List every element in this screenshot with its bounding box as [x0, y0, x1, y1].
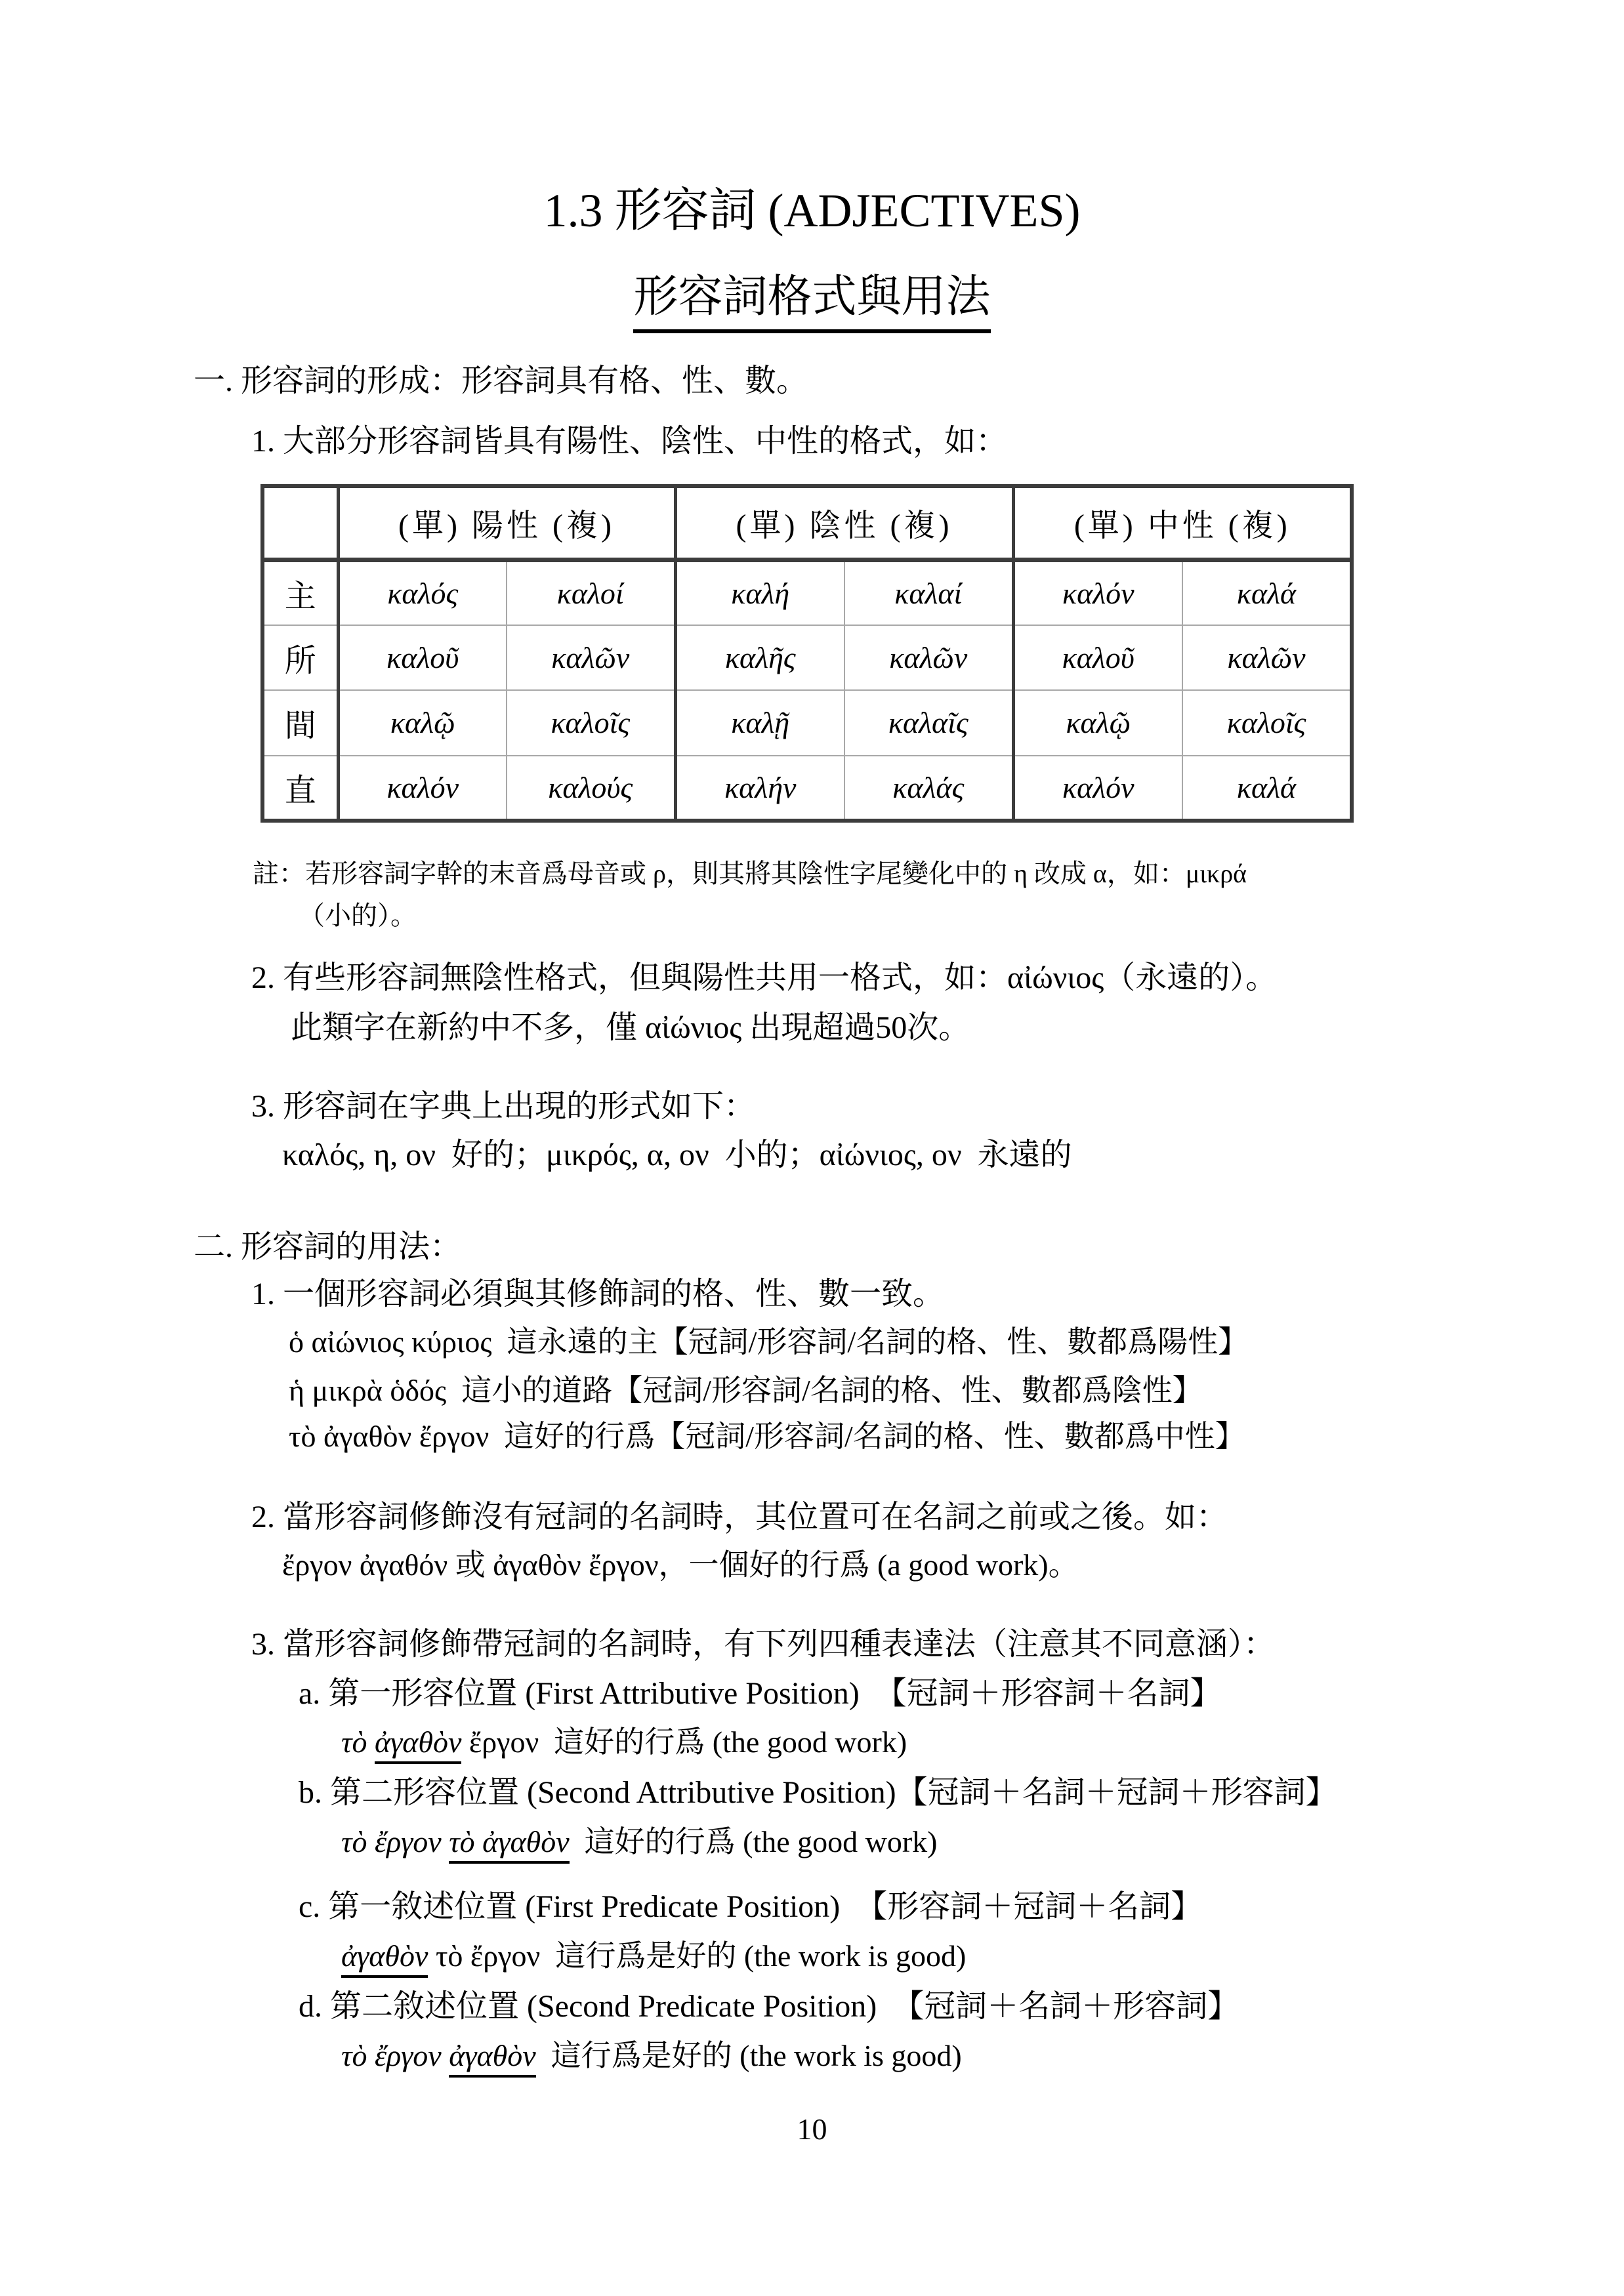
table-cell: καλόν: [1013, 756, 1182, 821]
page-subtitle: [0, 270, 1624, 333]
table-corner-cell: [262, 486, 338, 560]
table-cell: καλοῖς: [1182, 690, 1352, 756]
row-label: 主: [262, 560, 338, 625]
position-c-example: [341, 1938, 966, 1978]
table-cell: καλάς: [844, 756, 1013, 821]
greek-text: τὸ ἔργον: [341, 2039, 449, 2072]
section2-item1: 1. 一個形容詞必須與其修飾詞的格、性、數一致。: [251, 1277, 945, 1311]
position-b-example: [341, 1824, 938, 1864]
table-row: [262, 625, 1352, 691]
section2-item3: 3. 當形容詞修飾帶冠詞的名詞時，有下列四種表達法（注意其不同意涵）：: [251, 1627, 1276, 1662]
section1-heading: 一. 形容詞的形成：形容詞具有格、性、數。: [194, 363, 808, 398]
table-row: [262, 756, 1352, 821]
declension-table: [260, 484, 1354, 823]
position-d-heading: d. 第二敘述位置 (Second Predicate Position) 【冠詞＋名詞＋形容詞】: [299, 1989, 1239, 2024]
table-cell: καλούς: [507, 756, 675, 821]
section1-item3-line1: 3. 形容詞在字典上出現的形式如下：: [251, 1089, 756, 1124]
section2-item1-example1: ὁ αἰώνιος κύριος 這永遠的主【冠詞/形容詞/名詞的格、性、數都爲陽性】: [289, 1325, 1249, 1359]
position-b-heading: b. 第二形容位置 (Second Attributive Position)【冠詞＋名詞＋冠詞＋形容詞】: [299, 1775, 1337, 1810]
table-cell: καλή: [675, 560, 844, 625]
table-note-line2: （小的）。: [299, 901, 417, 930]
table-cell: καλῶν: [1182, 625, 1352, 691]
table-cell: καλόν: [338, 756, 507, 821]
table-cell: καλοῦ: [338, 625, 507, 691]
greek-text: τὸ: [341, 1725, 375, 1759]
greek-underlined: ἀγαθὸν: [341, 1938, 428, 1978]
table-header-row: [262, 486, 1352, 560]
table-cell: καλήν: [675, 756, 844, 821]
table-cell: καλά: [1236, 576, 1297, 610]
row-label: 所: [262, 625, 338, 691]
greek-text: τὸ ἔργον: [341, 1825, 449, 1858]
table-cell: καλοί: [507, 560, 675, 625]
greek-underlined: ἀγαθὸν: [449, 2038, 535, 2078]
section2-item1-example2: ἡ μικρὰ ὁδός 這小的道路【冠詞/形容詞/名詞的格、性、數都爲陰性】: [289, 1374, 1203, 1407]
header-masculine: (單) 陽性 (複): [338, 486, 675, 560]
example-rest: τὸ ἔργον 這行爲是好的 (the work is good): [428, 1939, 967, 1973]
position-c-heading: c. 第一敘述位置 (First Predicate Position) 【形容詞＋冠詞＋名詞】: [299, 1889, 1203, 1924]
row-label: 直: [262, 756, 338, 821]
table-note-line1: 註：若形容詞字幹的末音爲母音或 ρ，則其將其陰性字尾變化中的 η 改成 α，如：μικρά: [253, 859, 1247, 888]
table-cell: καλῇ: [675, 690, 844, 756]
table-cell: καλαῖς: [844, 690, 1013, 756]
section2-item2-line2: ἔργον ἀγαθόν 或 ἀγαθὸν ἔργον，一個好的行爲 (a good work)。: [282, 1548, 1079, 1582]
table-cell: καλῷ: [338, 690, 507, 756]
table-cell: καλῶν: [844, 625, 1013, 691]
section1-item2-line2: 此類字在新約中不多，僅 αἰώνιος 出現超過50次。: [291, 1010, 970, 1045]
section2-item1-example3: τὸ ἀγαθὸν ἔργον 這好的行爲【冠詞/形容詞/名詞的格、性、數都爲中性】: [289, 1420, 1245, 1453]
table-cell: καλά: [1182, 756, 1352, 821]
position-a-example: [341, 1724, 907, 1764]
section1-item2-line1: 2. 有些形容詞無陰性格式，但與陽性共用一格式，如：αἰώνιος（永遠的）。: [251, 960, 1278, 995]
position-a-heading: a. 第一形容位置 (First Attributive Position) 【冠詞＋形容詞＋名詞】: [299, 1676, 1222, 1711]
section1-item3-line2: καλός, η, ον 好的；μικρός, α, ον 小的；αἰώνιος, ον 永遠的: [282, 1138, 1072, 1172]
example-rest: 這好的行爲 (the good work): [569, 1825, 938, 1858]
table-cell: καλοῖς: [507, 690, 675, 756]
greek-underlined: ἀγαθὸν: [375, 1724, 461, 1764]
table-cell: καλαί: [844, 560, 1013, 625]
table-cell: καλῆς: [675, 625, 844, 691]
position-d-example: [341, 2038, 962, 2078]
table-cell: καλοῦ: [1013, 625, 1182, 691]
row-label: 間: [262, 690, 338, 756]
greek-underlined: τὸ ἀγαθὸν: [449, 1824, 569, 1864]
page-title: 1.3 形容詞 (ADJECTIVES): [543, 184, 1081, 237]
header-neuter: (單) 中性 (複): [1013, 486, 1352, 560]
table-row: [262, 560, 1352, 625]
header-feminine: (單) 陰性 (複): [675, 486, 1013, 560]
page-subtitle-text: 形容詞格式與用法: [633, 270, 990, 333]
example-rest: 這行爲是好的 (the work is good): [535, 2039, 962, 2072]
section2-item2-line1: 2. 當形容詞修飾沒有冠詞的名詞時，其位置可在名詞之前或之後。如：: [251, 1500, 1228, 1534]
example-rest: ἔργον 這好的行爲 (the good work): [461, 1725, 907, 1759]
table-cell: καλῷ: [1013, 690, 1182, 756]
section1-item1: 1. 大部分形容詞皆具有陽性、陰性、中性的格式，如：: [251, 424, 1008, 459]
table-cell: καλόν: [1013, 560, 1182, 625]
table-cell: καλῶν: [507, 625, 675, 691]
table-cell: καλός: [338, 560, 507, 625]
table-row: [262, 690, 1352, 756]
section2-heading: 二. 形容詞的用法：: [194, 1229, 462, 1264]
page-number: 10: [797, 2112, 827, 2146]
